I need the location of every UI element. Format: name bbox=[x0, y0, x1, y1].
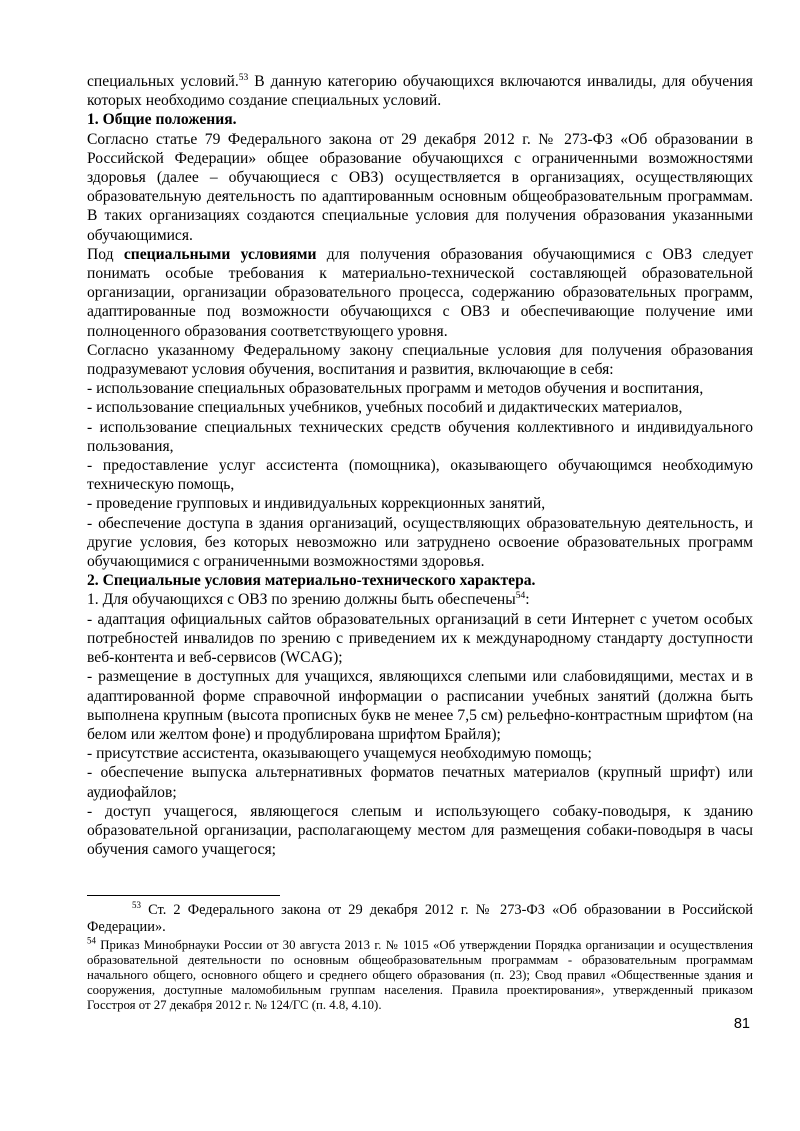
footnote-ref-54[interactable]: 54 bbox=[515, 591, 526, 602]
footnote-53 bbox=[87, 902, 753, 936]
paragraph-text: Под bbox=[87, 245, 124, 263]
footnotes bbox=[87, 902, 753, 1013]
footnote-54 bbox=[87, 935, 753, 1013]
paragraph-text: для получения образования обучающимися с ОВЗ следует понимать особые требования к материально-технической составляющей образовательной организации, организации образовательного процесса, содержанию образовательных программ, адаптированные под возможности обучающихся с ОВЗ и обеспечивающие получение ими полноценного образования соответствующего уровня. bbox=[87, 245, 753, 340]
paragraph-text: В данную категорию обучающихся включаются инвалиды, для обучения которых необходимо создание специальных условий. bbox=[87, 73, 753, 110]
page-body bbox=[87, 72, 753, 859]
footnote-number: 54 bbox=[87, 935, 96, 946]
list-item: - размещение в доступных для учащихся, являющихся слепыми или слабовидящими, местах и в адаптированной форме справочной информации о расписании учебных занятий (должна быть выполнена крупным (высота прописных букв не менее 7,5 см) рельефно-контрастным шрифтом (на белом или желтом фоне) и продублирована шрифтом Брайля); bbox=[87, 668, 753, 743]
list-item: - использование специальных учебников, учебных пособий и дидактических материалов, bbox=[87, 399, 683, 417]
paragraph-text: специальных условий. bbox=[87, 73, 239, 90]
list-item: - использование специальных технических средств обучения коллективного и индивидуального пользования, bbox=[87, 418, 753, 455]
paragraph-special-conditions bbox=[87, 245, 753, 341]
paragraph-intro bbox=[87, 72, 753, 110]
section-heading-1: 1. Общие положения. bbox=[87, 111, 237, 129]
paragraph-text: : bbox=[525, 591, 530, 609]
paragraph-text: 1. Для обучающихся с ОВЗ по зрению должны быть обеспечены bbox=[87, 591, 516, 609]
list-item: - проведение групповых и индивидуальных коррекционных занятий, bbox=[87, 495, 546, 513]
list-item: - присутствие ассистента, оказывающего учащемуся необходимую помощь; bbox=[87, 745, 592, 763]
paragraph-vision-impaired bbox=[87, 590, 753, 609]
footnote-text: Приказ Минобрнауки России от 30 августа 2013 г. № 1015 «Об утверждении Порядка организации и осуществления образовательной деятельности по основным общеобразовательным программам - образовательным программам начального общего, основного общего и среднего общего образования (п. 23); Свод правил «Общественные здания и сооружения, доступные маломобильным группам населения. Правила проектирования», утвержденный приказом Госстроя от 27 декабря 2012 г. № 124/ГС (п. 4.8, 4.10). bbox=[87, 938, 753, 1012]
list-item: - предоставление услуг ассистента (помощника), оказывающего обучающимся необходимую техническую помощь, bbox=[87, 457, 753, 494]
bold-term: специальными условиями bbox=[123, 245, 317, 263]
paragraph-conditions-include: Согласно указанному Федеральному закону специальные условия для получения образования подразумевают условия обучения, воспитания и развития, включающие в себя: bbox=[87, 341, 753, 379]
list-item: - адаптация официальных сайтов образовательных организаций в сети Интернет с учетом особых потребностей инвалидов по зрению с приведением их к международному стандарту доступности веб-контента и веб-сервисов (WCAG); bbox=[87, 610, 753, 667]
footnote-ref-53[interactable]: 53 bbox=[238, 72, 249, 83]
list-item: - обеспечение выпуска альтернативных форматов печатных материалов (крупный шрифт) или аудиофайлов; bbox=[87, 764, 753, 801]
section-heading-2: 2. Специальные условия материально-технического характера. bbox=[87, 572, 536, 590]
list-item: - доступ учащегося, являющегося слепым и использующего собаку-поводыря, к зданию образовательной организации, располагающему местом для размещения собаки-поводыря в часы обучения самого учащегося; bbox=[87, 802, 753, 859]
footnote-separator bbox=[87, 895, 280, 896]
list-item: - обеспечение доступа в здания организаций, осуществляющих образовательную деятельность, и другие условия, без которых невозможно или затруднено освоение образовательных программ обучающимися с ограниченными возможностями здоровья. bbox=[87, 514, 753, 571]
footnote-text: Ст. 2 Федерального закона от 29 декабря 2012 г. № 273-ФЗ «Об образовании в Российской Федерации». bbox=[87, 902, 753, 935]
footnote-number: 53 bbox=[132, 900, 141, 911]
paragraph-article-79: Согласно статье 79 Федерального закона от 29 декабря 2012 г. № 273-ФЗ «Об образовании в Российской Федерации» общее образование обучающихся с ограниченными возможностями здоровья (далее – обучающиеся с ОВЗ) осуществляется в организациях, осуществляющих образовательную деятельность по адаптированным основным общеобразовательным программам. В таких организациях создаются специальные условия для получения образования указанными обучающимися. bbox=[87, 130, 753, 244]
list-item: - использование специальных образовательных программ и методов обучения и воспитания, bbox=[87, 380, 704, 398]
page-number: 81 bbox=[733, 1016, 750, 1032]
